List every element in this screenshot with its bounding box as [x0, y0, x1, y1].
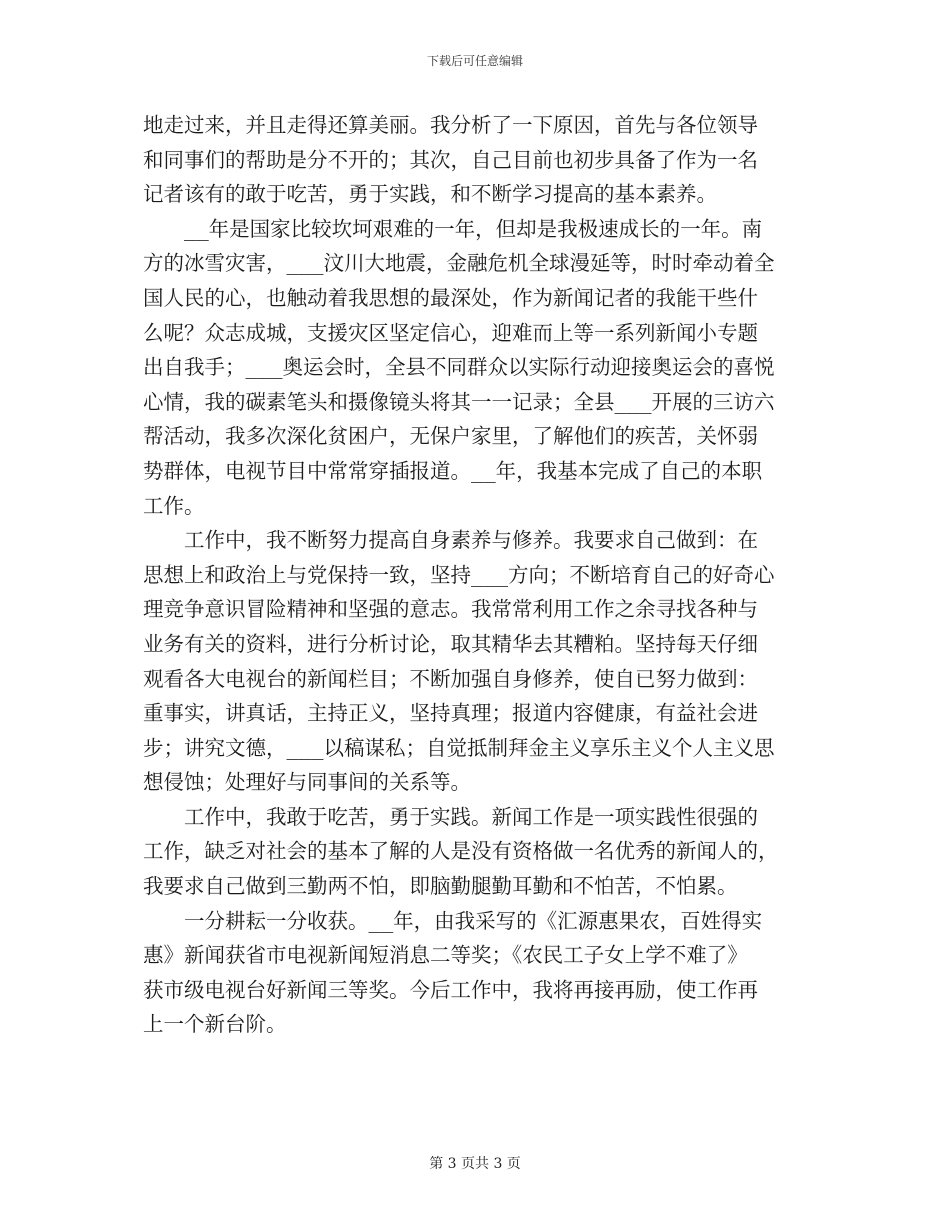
line: 出自我手；___奥运会时，全县不同群众以实际行动迎接奥运会的喜悦	[143, 355, 775, 380]
line: 工作中，我不断努力提高自身素养与修养。我要求自己做到：在	[184, 528, 758, 553]
page-header: 下载后可任意编辑	[426, 54, 523, 68]
line: 记者该有的敢于吃苦，勇于实践，和不断学习提高的基本素养。	[143, 182, 717, 207]
line: 我要求自己做到三勤两不怕，即脑勤腿勤耳勤和不怕苦，不怕累。	[143, 874, 738, 899]
document-body	[143, 108, 815, 1042]
line: 工作。	[143, 493, 205, 518]
line: 势群体，电视节目中常常穿插报道。__年，我基本完成了自己的本职	[143, 458, 763, 483]
line: 帮活动，我多次深化贫困户，无保户家里，了解他们的疾苦，关怀弱	[143, 424, 758, 449]
line: 理竞争意识冒险精神和坚强的意志。我常常利用工作之余寻找各种与	[143, 597, 758, 622]
line: 步；讲究文德，___以稿谋私；自觉抵制拜金主义享乐主义个人主义思	[143, 735, 775, 760]
paragraph-4	[143, 800, 815, 904]
page-footer: 第 3 页共 3 页	[429, 1156, 521, 1172]
line: 想侵蚀；处理好与同事间的关系等。	[143, 770, 471, 795]
line: 思想上和政治上与党保持一致，坚持___方向；不断培育自己的好奇心	[143, 562, 775, 587]
paragraph-5	[143, 904, 815, 1042]
line: 惠》新闻获省市电视新闻短消息二等奖；《农民工子女上学不难了》	[143, 943, 748, 968]
line: 工作中，我敢于吃苦，勇于实践。新闻工作是一项实践性很强的	[184, 804, 758, 829]
line: 工作，缺乏对社会的基本了解的人是没有资格做一名优秀的新闻人的，	[143, 839, 779, 864]
line: 一分耕耘一分收获。__年，由我采写的《汇源惠果农，百姓得实	[184, 908, 763, 933]
line: 国人民的心，也触动着我思想的最深处，作为新闻记者的我能干些什	[143, 285, 758, 310]
line: __年是国家比较坎坷艰难的一年，但却是我极速成长的一年。南	[184, 216, 763, 241]
paragraph-3	[143, 523, 815, 800]
line: 心情，我的碳素笔头和摄像镜头将其一一记录；全县___开展的三访六	[143, 389, 775, 414]
line: 和同事们的帮助是分不开的；其次，自己目前也初步具备了作为一名	[143, 147, 758, 172]
line: 地走过来，并且走得还算美丽。我分析了一下原因，首先与各位领导	[143, 113, 758, 137]
line: 获市级电视台好新闻三等奖。今后工作中，我将再接再励，使工作再	[143, 977, 758, 1002]
line: 么呢？众志成城，支援灾区坚定信心，迎难而上等一系列新闻小专题	[143, 320, 758, 345]
line: 观看各大电视台的新闻栏目；不断加强自身修养，使自已努力做到：	[143, 666, 758, 691]
line: 方的冰雪灾害，___汶川大地震，金融危机全球漫延等，时时牵动着全	[143, 251, 775, 276]
paragraph-2	[143, 212, 815, 523]
paragraph-1	[143, 108, 815, 212]
line: 上一个新台阶。	[143, 1012, 287, 1037]
line: 重事实，讲真话，主持正义，坚持真理；报道内容健康，有益社会进	[143, 701, 758, 726]
line: 业务有关的资料，进行分析讨论，取其精华去其糟粕。坚持每天仔细	[143, 631, 758, 656]
